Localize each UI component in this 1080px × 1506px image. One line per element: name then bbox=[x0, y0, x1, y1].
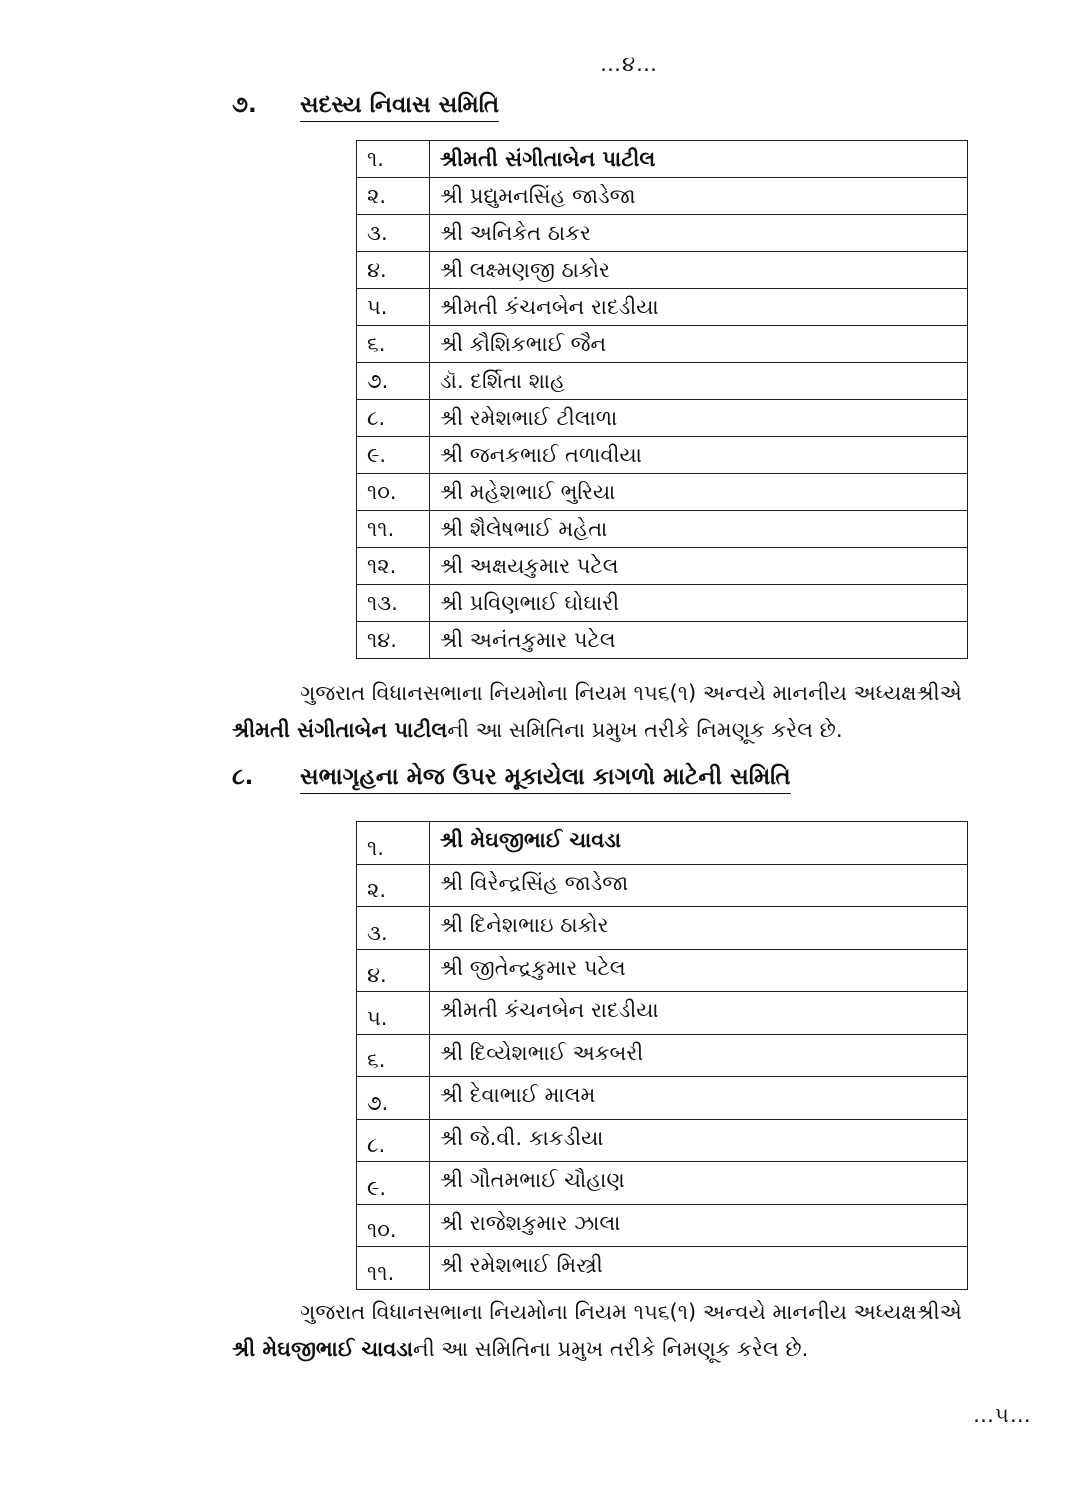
member-name: શ્રી વિરેન્દ્રસિંહ જાડેજા bbox=[430, 864, 968, 907]
member-serial: ૬. bbox=[357, 1034, 430, 1077]
member-row bbox=[357, 585, 968, 622]
section-8-heading bbox=[232, 764, 791, 794]
section-8-paragraph-rest: ની આ સમિતિના પ્રમુખ તરીકે નિમણૂક કરેલ છે. bbox=[413, 1337, 809, 1361]
member-name: શ્રી કૌશિકભાઈ જૈન bbox=[430, 326, 968, 363]
member-name: શ્રી રાજેશકુમાર ઝાલા bbox=[430, 1204, 968, 1247]
member-row bbox=[357, 215, 968, 252]
section-8-member-table bbox=[356, 821, 968, 1290]
page-number-bottom: …૫… bbox=[973, 1403, 1032, 1427]
member-name-chair: શ્રી મેઘજીભાઈ ચાવડા bbox=[430, 822, 968, 865]
member-row bbox=[357, 822, 968, 865]
member-name: શ્રી રમેશભાઈ મિસ્ત્રી bbox=[430, 1247, 968, 1290]
member-name: શ્રી રમેશભાઈ ટીલાળા bbox=[430, 400, 968, 437]
member-name: શ્રી દેવાભાઈ માલમ bbox=[430, 1077, 968, 1120]
member-row bbox=[357, 474, 968, 511]
member-row bbox=[357, 400, 968, 437]
member-row bbox=[357, 949, 968, 992]
member-name: ડૉ. દર્શિતા શાહ bbox=[430, 363, 968, 400]
member-serial: ૧૨. bbox=[357, 548, 430, 585]
member-serial: ૧૧. bbox=[357, 511, 430, 548]
member-row bbox=[357, 548, 968, 585]
section-7-number: ૭. bbox=[232, 92, 257, 118]
section-7-paragraph-rest: ની આ સમિતિના પ્રમુખ તરીકે નિમણૂક કરેલ છે. bbox=[447, 718, 843, 742]
member-serial: ૨. bbox=[357, 864, 430, 907]
member-name: શ્રી જે.વી. કાકડીયા bbox=[430, 1119, 968, 1162]
section-8-chair-name: શ્રી મેઘજીભાઈ ચાવડા bbox=[232, 1337, 414, 1361]
member-row bbox=[357, 1247, 968, 1290]
member-name: શ્રી અક્ષયકુમાર પટેલ bbox=[430, 548, 968, 585]
member-name: શ્રી જનકભાઈ તળાવીયા bbox=[430, 437, 968, 474]
member-row bbox=[357, 178, 968, 215]
member-serial: ૧. bbox=[357, 822, 430, 865]
member-serial: ૬. bbox=[357, 326, 430, 363]
member-row bbox=[357, 289, 968, 326]
member-name: શ્રી પ્રવિણભાઈ ઘોઘારી bbox=[430, 585, 968, 622]
member-serial: ૧૦. bbox=[357, 1204, 430, 1247]
member-serial: ૪. bbox=[357, 252, 430, 289]
member-row bbox=[357, 141, 968, 178]
member-name: શ્રી દિનેશભાઇ ઠાકોર bbox=[430, 907, 968, 950]
section-7-paragraph-line1: ગુજરાત વિધાનસભાના નિયમોના નિયમ ૧૫૬(૧) અન્વયે માનનીય અધ્યક્ષશ્રીએ bbox=[300, 681, 962, 705]
member-name: શ્રી દિવ્યેશભાઈ અકબરી bbox=[430, 1034, 968, 1077]
member-serial: ૨. bbox=[357, 178, 430, 215]
member-name: શ્રી લક્ષ્મણજી ઠાકોર bbox=[430, 252, 968, 289]
member-row bbox=[357, 252, 968, 289]
member-row bbox=[357, 622, 968, 659]
member-row bbox=[357, 864, 968, 907]
member-row bbox=[357, 1162, 968, 1205]
member-row bbox=[357, 907, 968, 950]
member-serial: ૩. bbox=[357, 215, 430, 252]
section-8-number: ૮. bbox=[232, 764, 254, 790]
member-serial: ૧૩. bbox=[357, 585, 430, 622]
page-number-top: …૪… bbox=[600, 52, 659, 76]
section-8-chair-paragraph bbox=[232, 1294, 1038, 1368]
member-serial: ૧૪. bbox=[357, 622, 430, 659]
section-8-title: સભાગૃહના મેજ ઉપર મૂકાયેલા કાગળો માટેની સમિતિ bbox=[300, 764, 791, 794]
member-row bbox=[357, 511, 968, 548]
member-row bbox=[357, 437, 968, 474]
member-row bbox=[357, 992, 968, 1035]
member-serial: ૯. bbox=[357, 1162, 430, 1205]
member-name: શ્રી અનિકેત ઠાકર bbox=[430, 215, 968, 252]
member-serial: ૩. bbox=[357, 907, 430, 950]
member-serial: ૮. bbox=[357, 400, 430, 437]
member-name: શ્રી મહેશભાઈ ભુરિયા bbox=[430, 474, 968, 511]
member-serial: ૭. bbox=[357, 1077, 430, 1120]
member-row bbox=[357, 326, 968, 363]
member-row bbox=[357, 1119, 968, 1162]
section-7-member-table bbox=[356, 140, 968, 659]
member-name: શ્રી પ્રદ્યુમનસિંહ જાડેજા bbox=[430, 178, 968, 215]
member-name: શ્રી અનંતકુમાર પટેલ bbox=[430, 622, 968, 659]
member-name-chair: શ્રીમતી સંગીતાબેન પાટીલ bbox=[430, 141, 968, 178]
section-7-chair-paragraph bbox=[232, 675, 1038, 749]
member-serial: ૧. bbox=[357, 141, 430, 178]
member-name: શ્રીમતી કંચનબેન રાદડીયા bbox=[430, 992, 968, 1035]
member-row bbox=[357, 363, 968, 400]
member-name: શ્રીમતી કંચનબેન રાદડીયા bbox=[430, 289, 968, 326]
member-serial: ૯. bbox=[357, 437, 430, 474]
member-row bbox=[357, 1204, 968, 1247]
member-row bbox=[357, 1077, 968, 1120]
member-serial: ૧૦. bbox=[357, 474, 430, 511]
section-8-paragraph-line1: ગુજરાત વિધાનસભાના નિયમોના નિયમ ૧૫૬(૧) અન્વયે માનનીય અધ્યક્ષશ્રીએ bbox=[300, 1300, 962, 1324]
member-name: શ્રી ગૌતમભાઈ ચૌહાણ bbox=[430, 1162, 968, 1205]
section-7-title: સદસ્ય નિવાસ સમિતિ bbox=[300, 92, 499, 122]
section-7-heading bbox=[232, 92, 499, 122]
member-serial: ૧૧. bbox=[357, 1247, 430, 1290]
member-serial: ૪. bbox=[357, 949, 430, 992]
member-serial: ૭. bbox=[357, 363, 430, 400]
member-name: શ્રી શૈલેષભાઈ મહેતા bbox=[430, 511, 968, 548]
member-row bbox=[357, 1034, 968, 1077]
member-serial: ૮. bbox=[357, 1119, 430, 1162]
member-name: શ્રી જીતેન્દ્રકુમાર પટેલ bbox=[430, 949, 968, 992]
section-7-chair-name: શ્રીમતી સંગીતાબેન પાટીલ bbox=[232, 718, 448, 742]
member-serial: ૫. bbox=[357, 289, 430, 326]
member-serial: ૫. bbox=[357, 992, 430, 1035]
